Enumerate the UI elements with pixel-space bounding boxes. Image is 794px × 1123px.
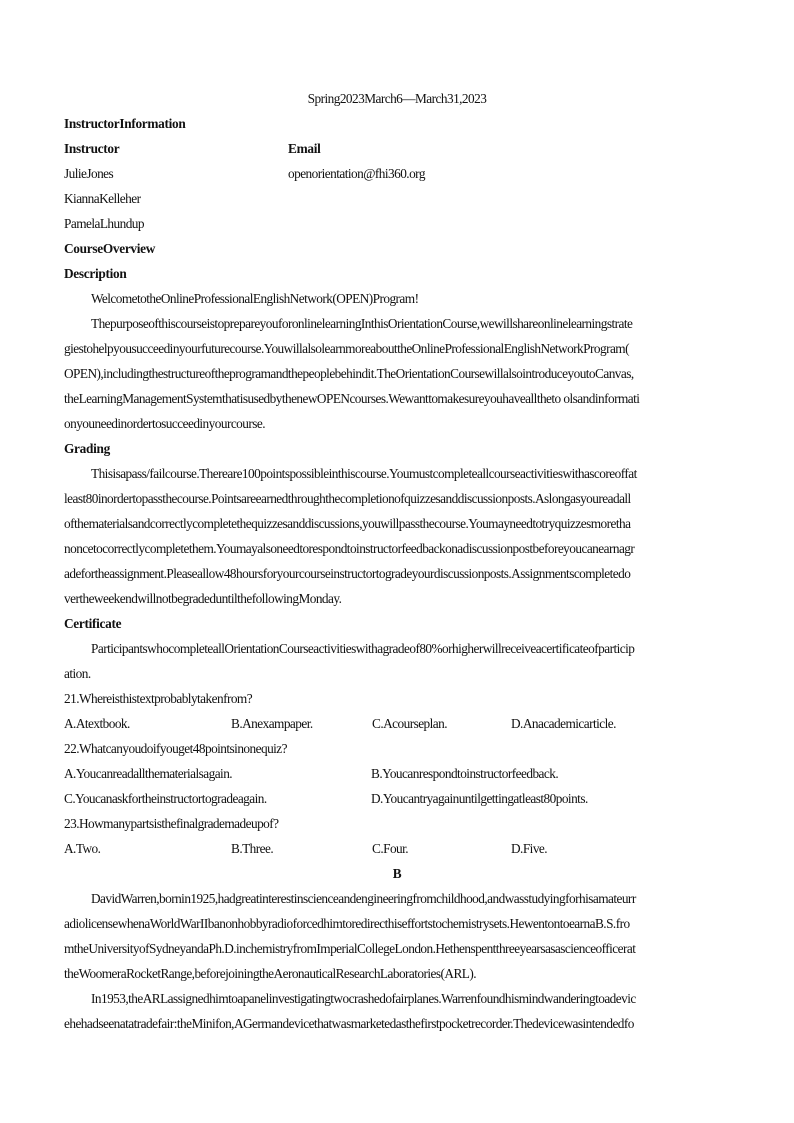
question-option: B.Three. <box>231 841 274 856</box>
passage-line: theWoomeraRocketRange,beforejoiningtheAeronauticalResearchLaboratories(ARL). <box>64 966 476 981</box>
passage-line: ehehadseenatatradefair:theMinifon,AGermandevicethatwasmarketedasthefirstpocketrecorder.Thedevicewasintendedfo <box>64 1016 634 1031</box>
section-b-heading: B <box>392 866 402 881</box>
instructor-information-heading: InstructorInformation <box>64 116 186 131</box>
grading-line: least80inordertopassthecourse.Pointsareearnedthroughthecompletionofquizzesanddiscussionposts.Aslongasyoureadall <box>64 491 631 506</box>
description-line: onyouneedinordertosucceedinyourcourse. <box>64 416 266 431</box>
email-column-header: Email <box>288 141 321 156</box>
certificate-line: ParticipantswhocompleteallOrientationCourseactivitieswithagradeof80%orhigherwillreceiveacertificateofparticip <box>91 641 635 656</box>
passage-line: In1953,theARLassignedhimtoapanelinvestigatingtwocrashedofairplanes.Warrenfoundhismindwanderingtoadevic <box>91 991 636 1006</box>
question-option: D.Anacademicarticle. <box>511 716 616 731</box>
grading-line: noncetocorrectlycompletethem.Youmayalsoneedtorespondtoinstructorfeedbackonadiscussionpostbeforeyoucanearnagr <box>64 541 635 556</box>
question-stem: 21.Whereisthistextprobablytakenfrom? <box>64 691 253 706</box>
instructor-email: openorientation@fhi360.org <box>288 166 425 181</box>
description-heading: Description <box>64 266 127 281</box>
course-overview-heading: CourseOverview <box>64 241 156 256</box>
question-option: C.Youcanaskfortheinstructortogradeagain. <box>64 791 267 806</box>
passage-line: mtheUniversityofSydneyandaPh.D.inchemistryfromImperialCollegeLondon.Hethenspentthreeyearsasascienceofficerat <box>64 941 636 956</box>
grading-line: adefortheassignment.Pleaseallow48hoursforyourcourseinstructortogradeyourdiscussionposts.Assignmentscompletedo <box>64 566 631 581</box>
description-line: OPEN),includingthestructureoftheprogramandthepeoplebehindit.TheOrientationCoursewillalsointroduceyoutoCanvas, <box>64 366 634 381</box>
question-stem: 22.Whatcanyoudoifyouget48pointsinonequiz? <box>64 741 288 756</box>
question-option: D.Youcantryagainuntilgettingatleast80points. <box>371 791 588 806</box>
question-option: A.Atextbook. <box>64 716 130 731</box>
question-option: B.Youcanrespondtoinstructorfeedback. <box>371 766 559 781</box>
grading-line: ofthematerialsandcorrectlycompletethequizzesanddiscussions,youwillpassthecourse.Youmayneedtotryquizzesmoretha <box>64 516 631 531</box>
instructor-column-header: Instructor <box>64 141 120 156</box>
passage-line: DavidWarren,bornin1925,hadgreatinterestinscienceandengineeringfromchildhood,andwasstudyingforhisamateurr <box>91 891 636 906</box>
question-option: C.Four. <box>372 841 409 856</box>
instructor-name: PamelaLhundup <box>64 216 145 231</box>
certificate-line: ation. <box>64 666 91 681</box>
description-line: theLearningManagementSystemthatisusedbythenewOPENcourses.Wewanttomakesureyouhavealltheto olsandinformati <box>64 391 640 406</box>
question-option: D.Five. <box>511 841 548 856</box>
description-line: giestohelpyousucceedinyourfuturecourse.YouwillalsolearnmoreabouttheOnlineProfessionalEnglishNetworkProgram( <box>64 341 629 356</box>
question-option: A.Youcanreadallthematerialsagain. <box>64 766 233 781</box>
instructor-name: KiannaKelleher <box>64 191 141 206</box>
certificate-heading: Certificate <box>64 616 122 631</box>
question-stem: 23.Howmanypartsisthefinalgrademadeupof? <box>64 816 279 831</box>
question-option: B.Anexampaper. <box>231 716 313 731</box>
question-option: C.Acourseplan. <box>372 716 448 731</box>
course-dates: Spring2023March6—March31,2023 <box>307 91 487 106</box>
passage-line: adiolicensewhenaWorldWarIIbanonhobbyradioforcedhimtoredirecthiseffortstochemistrysets.HewentontoearnaB.S.fro <box>64 916 630 931</box>
description-line: ThepurposeofthiscourseistoprepareyouforonlinelearningInthisOrientationCourse,wewillshareonlinelearningstrate <box>91 316 633 331</box>
question-option: A.Two. <box>64 841 101 856</box>
grading-line: vertheweekendwillnotbegradeduntilthefollowingMonday. <box>64 591 342 606</box>
grading-line: Thisisapass/failcourse.Thereare100pointspossibleinthiscourse.Youmustcompleteallcourseactivitieswithascoreoffat <box>91 466 637 481</box>
grading-heading: Grading <box>64 441 110 456</box>
instructor-name: JulieJones <box>64 166 114 181</box>
description-line: WelcometotheOnlineProfessionalEnglishNetwork(OPEN)Program! <box>91 291 419 306</box>
